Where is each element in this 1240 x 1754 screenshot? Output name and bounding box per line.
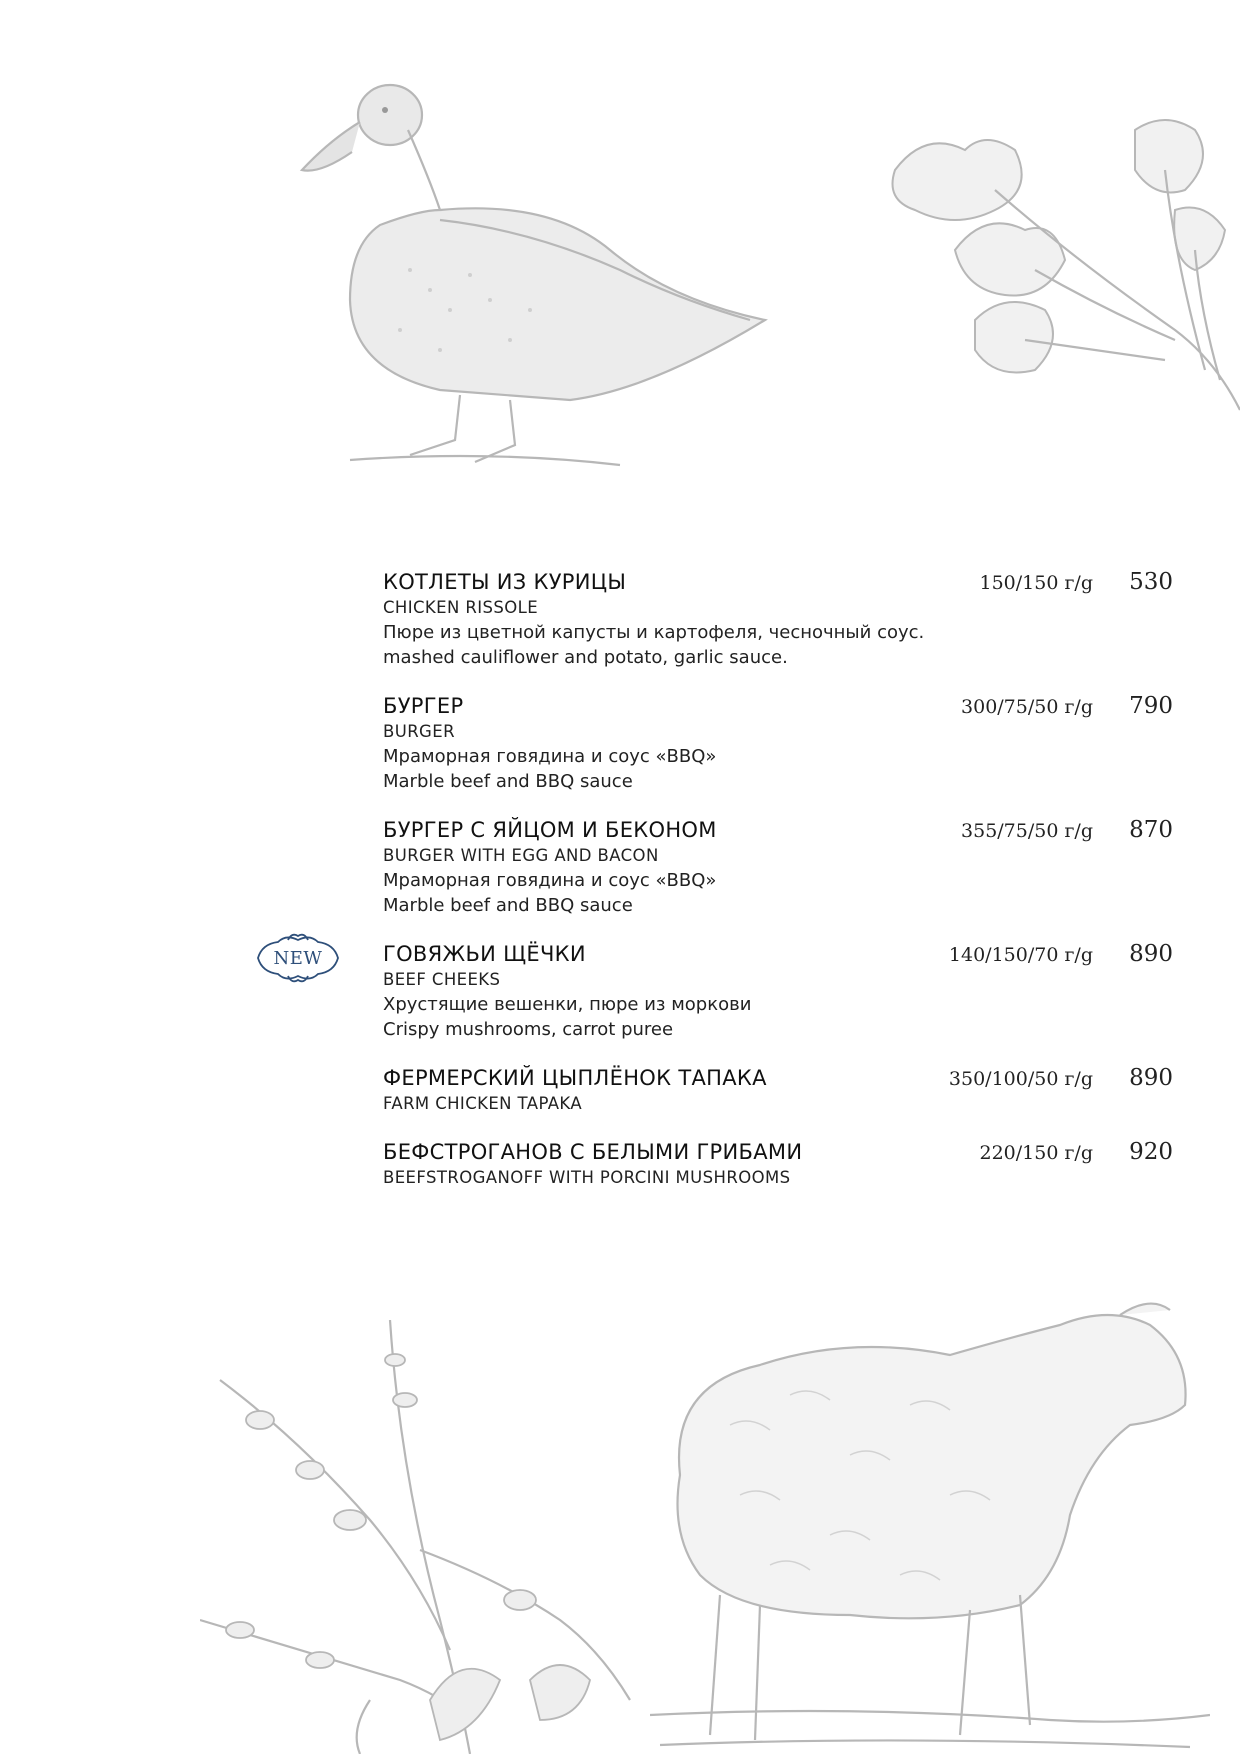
menu-item-farm-chicken-tapaka [383,1064,1173,1116]
menu-list [383,568,1173,1212]
item-description-ru: Хрустящие вешенки, пюре из моркови [383,994,752,1015]
item-title: БЕФСТРОГАНОВ С БЕЛЫМИ ГРИБАМИ [383,1140,803,1164]
item-description-en: Crispy mushrooms, carrot puree [383,1019,674,1040]
item-title: ГОВЯЖЬИ ЩЁЧКИ [383,942,586,966]
item-subtitle: BEEFSTROGANOFF WITH PORCINI MUSHROOMS [383,1168,791,1187]
menu-item-burger [383,692,1173,794]
item-price: 870 [1129,817,1173,843]
item-description-ru: Пюре из цветной капусты и картофеля, чесночный соус. [383,622,925,643]
parsley-illustration [875,110,1240,430]
item-weight: 300/75/50 г/g [961,696,1093,718]
new-badge [248,928,348,988]
new-badge-label: NEW [273,948,323,969]
item-title: БУРГЕР [383,694,464,718]
item-price: 790 [1129,693,1173,719]
item-description-en: Marble beef and BBQ sauce [383,895,633,916]
item-description-en: mashed cauliflower and potato, garlic sauce. [383,647,788,668]
item-subtitle: BEEF CHEEKS [383,970,501,989]
item-weight: 140/150/70 г/g [948,944,1093,966]
menu-item-chicken-rissole [383,568,1173,670]
item-title: БУРГЕР С ЯЙЦОМ И БЕКОНОМ [383,818,717,842]
duck-illustration [290,70,780,470]
item-title: КОТЛЕТЫ ИЗ КУРИЦЫ [383,570,627,594]
item-weight: 220/150 г/g [979,1142,1093,1164]
item-title: ФЕРМЕРСКИЙ ЦЫПЛЁНОК ТАПАКА [383,1066,767,1090]
item-price: 890 [1129,1065,1173,1091]
item-subtitle: BURGER WITH EGG AND BACON [383,846,659,865]
item-subtitle: FARM CHICKEN TAPAKA [383,1094,583,1113]
item-price: 530 [1129,569,1173,595]
herb-flower-illustration [200,1320,660,1754]
item-price: 920 [1129,1139,1173,1165]
item-price: 890 [1129,941,1173,967]
item-subtitle: BURGER [383,722,455,741]
item-weight: 355/75/50 г/g [961,820,1093,842]
menu-item-beef-cheeks [383,940,1173,1042]
item-description-ru: Мраморная говядина и соус «BBQ» [383,870,717,891]
item-subtitle: CHICKEN RISSOLE [383,598,539,617]
item-weight: 150/150 г/g [979,572,1093,594]
menu-item-burger-egg-bacon [383,816,1173,918]
item-description-en: Marble beef and BBQ sauce [383,771,633,792]
item-weight: 350/100/50 г/g [948,1068,1093,1090]
item-description-ru: Мраморная говядина и соус «BBQ» [383,746,717,767]
menu-item-beefstroganoff [383,1138,1173,1190]
sheep-illustration [650,1295,1210,1754]
